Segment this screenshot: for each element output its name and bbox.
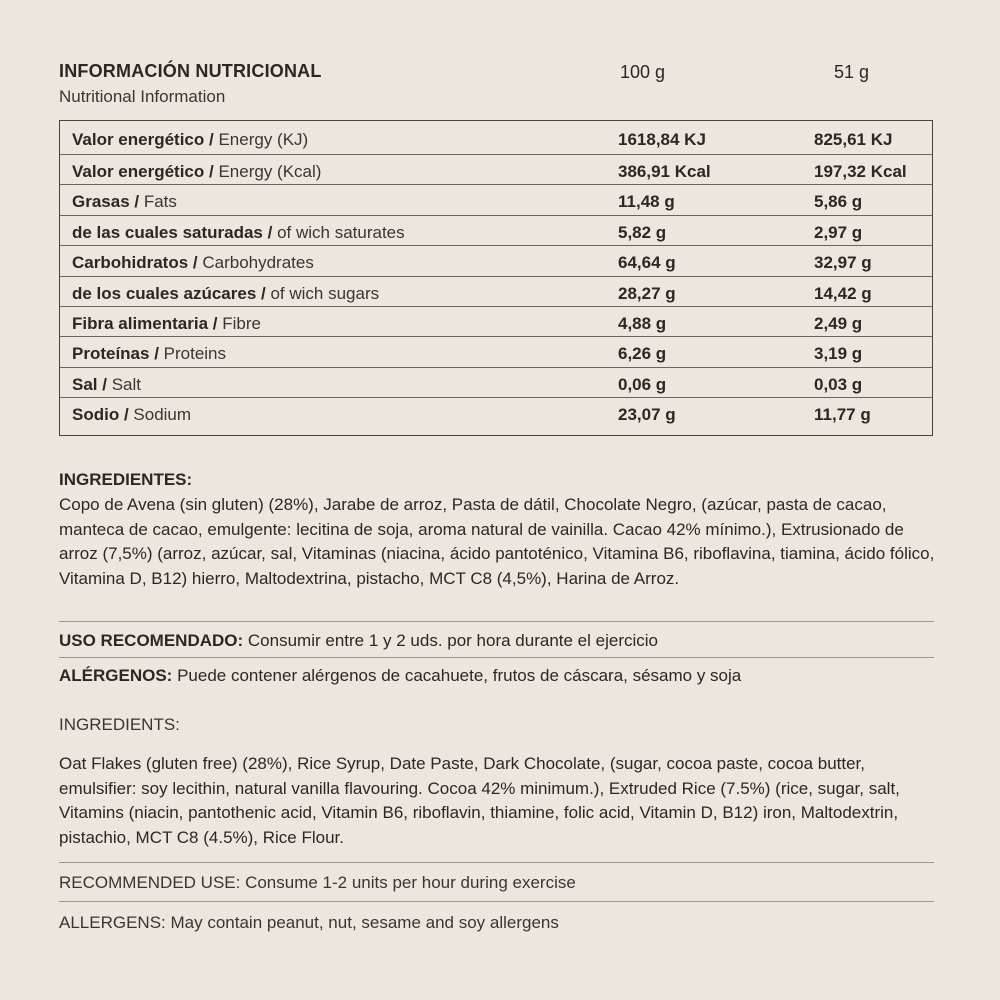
row-label-es: Fibra alimentaria /	[72, 314, 218, 333]
ingredients-heading: INGREDIENTS:	[59, 715, 180, 734]
ingredients-text: Oat Flakes (gluten free) (28%), Rice Syrup, Date Paste, Dark Chocolate, (sugar, cocoa paste, cocoa butter, emulsifier: soy lecithin, natural vanilla flavouring. Cocoa 42% minimum.), Extruded Rice (7.5%) (rice, sugar, salt, Vitamins (niacin, pantothenic acid, Vitamin B6, riboflavin, thiamine, folic acid, Vitamin D, B12) iron, Maltodextrin, pistachio, MCT C8 (4.5%), Rice Flour.	[59, 754, 900, 847]
row-label	[72, 314, 261, 334]
value-100g: 386,91 Kcal	[618, 162, 711, 181]
row-label-es: Sal /	[72, 375, 107, 394]
row-label	[72, 284, 379, 304]
value-100g: 28,27 g	[618, 284, 676, 303]
row-label-en: Energy (KJ)	[213, 130, 309, 149]
row-label-en: Salt	[106, 375, 141, 394]
divider	[59, 862, 934, 863]
row-label	[72, 344, 226, 364]
value-51g: 14,42 g	[814, 284, 872, 303]
value-100g: 23,07 g	[618, 405, 676, 424]
table-row	[60, 306, 932, 336]
row-label-es: Grasas /	[72, 192, 140, 211]
row-label	[72, 375, 141, 395]
value-100g: 4,88 g	[618, 314, 667, 333]
row-label-en: of wich sugars	[265, 284, 380, 303]
value-51g: 11,77 g	[814, 405, 871, 424]
row-label-es: de las cuales saturadas /	[72, 223, 273, 242]
row-label-en: Energy (Kcal)	[213, 162, 322, 181]
row-label	[72, 253, 314, 273]
row-label-es: Carbohidratos /	[72, 253, 198, 272]
ingredientes-heading: INGREDIENTES:	[59, 470, 193, 489]
row-label-es: Proteínas /	[72, 344, 159, 363]
row-label-en: Sodium	[128, 405, 192, 424]
row-label-es: Sodio /	[72, 405, 129, 424]
allergens: ALLERGENS: May contain peanut, nut, sesame and soy allergens	[59, 913, 559, 932]
alergenos-key: ALÉRGENOS:	[59, 666, 173, 685]
recommended-use: RECOMMENDED USE: Consume 1-2 units per hour during exercise	[59, 873, 576, 892]
row-label-es: de los cuales azúcares /	[72, 284, 266, 303]
nutrition-title: INFORMACIÓN NUTRICIONAL	[59, 61, 322, 81]
value-51g: 197,32 Kcal	[814, 162, 907, 181]
value-51g: 32,97 g	[814, 253, 872, 272]
row-label	[72, 162, 321, 182]
ingredientes-text: Copo de Avena (sin gluten) (28%), Jarabe de arroz, Pasta de dátil, Chocolate Negro, (azúcar, pasta de cacao, manteca de cacao, emulgente: lecitina de soja, aroma natural de vainilla. Cacao 42% mínimo.), Extrusionado de arroz (7,5%) (arroz, azúcar, sal, Vitaminas (niacina, ácido pantoténico, Vitamina B6, riboflavina, tiamina, ácido fólico, Vitamina D, B12) hierro, Maltodextrina, pistacho, MCT C8 (4,5%), Harina de Arroz.	[59, 495, 935, 588]
value-100g: 6,26 g	[618, 344, 667, 363]
nutrition-table	[59, 120, 933, 436]
table-row	[60, 123, 932, 153]
column-header-100g: 100 g	[620, 62, 666, 82]
value-51g: 825,61 KJ	[814, 130, 893, 149]
row-label	[72, 130, 308, 150]
value-51g: 5,86 g	[814, 192, 863, 211]
value-100g: 11,48 g	[618, 192, 675, 211]
value-100g: 1618,84 KJ	[618, 130, 706, 149]
uso-recomendado	[59, 629, 939, 654]
divider	[59, 901, 934, 902]
alergenos-text: Puede contener alérgenos de cacahuete, frutos de cáscara, sésamo y soja	[172, 666, 742, 685]
row-label-en: Carbohydrates	[197, 253, 314, 272]
uso-key: USO RECOMENDADO:	[59, 631, 244, 650]
table-row	[60, 154, 932, 184]
divider	[59, 621, 934, 622]
row-label-en: Proteins	[158, 344, 227, 363]
uso-text: Consumir entre 1 y 2 uds. por hora durante el ejercicio	[243, 631, 658, 650]
value-100g: 64,64 g	[618, 253, 676, 272]
row-label	[72, 192, 177, 212]
table-row	[60, 215, 932, 245]
value-51g: 3,19 g	[814, 344, 863, 363]
nutrition-subtitle: Nutritional Information	[59, 87, 226, 106]
column-header-51g: 51 g	[834, 62, 870, 82]
table-row	[60, 245, 932, 275]
row-label-en: Fibre	[217, 314, 261, 333]
table-row	[60, 276, 932, 306]
value-51g: 2,97 g	[814, 223, 863, 242]
table-row	[60, 184, 932, 214]
divider	[59, 657, 934, 658]
row-label-es: Valor energético /	[72, 162, 214, 181]
value-100g: 5,82 g	[618, 223, 667, 242]
value-51g: 0,03 g	[814, 375, 863, 394]
table-row	[60, 367, 932, 397]
row-label-en: of wich saturates	[272, 223, 405, 242]
alergenos	[59, 664, 939, 689]
row-label	[72, 223, 405, 243]
table-row	[60, 336, 932, 366]
row-label	[72, 405, 191, 425]
row-label-en: Fats	[139, 192, 177, 211]
value-100g: 0,06 g	[618, 375, 667, 394]
table-row	[60, 397, 932, 427]
row-label-es: Valor energético /	[72, 130, 214, 149]
value-51g: 2,49 g	[814, 314, 863, 333]
